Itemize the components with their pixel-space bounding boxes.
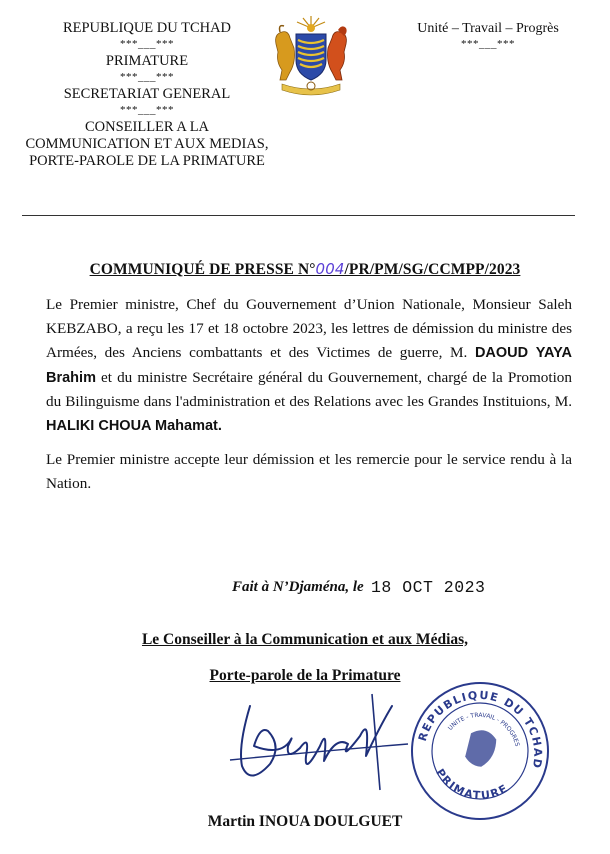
separator: ***___*** — [120, 104, 174, 116]
paragraph-text: Le Premier ministre, Chef du Gouvernement d’Union Nationale, Monsieur Saleh KEBZABO, a reçu les 17 et 18 octobre 2023, les lettres de démission du ministre des Armées, des Anciens combattants et des Victimes de guerre, M. — [46, 296, 572, 362]
person-name: HALIKI CHOUA Mahamat. — [46, 418, 222, 435]
role-line: COMMUNICATION ET AUX MEDIAS, — [25, 136, 269, 152]
paragraph — [46, 293, 572, 438]
paragraph-text: et du ministre Secrétaire général du Gouvernement, chargé de la Promotion du Bilinguisme dans l'administration et des Relations avec les Grandes Instituions, M. — [46, 368, 572, 410]
separator: ***___*** — [461, 38, 515, 50]
signatory-subtitle: Porte-parole de la Primature — [209, 667, 401, 684]
country-name: REPUBLIQUE DU TCHAD — [62, 20, 232, 36]
handwritten-signature-icon — [220, 686, 420, 796]
signatory-title: Le Conseiller à la Communication et aux Médias, — [141, 631, 469, 648]
communique-body — [46, 293, 572, 507]
handwritten-number: 004 — [315, 260, 345, 278]
role-line: CONSEILLER A LA — [84, 119, 210, 135]
date-stamp: 18 OCT 2023 — [371, 578, 486, 597]
header-left — [22, 20, 272, 170]
national-motto: Unité – Travail – Progrès — [417, 21, 559, 36]
person-name: DAOUD YAYA Brahim — [46, 345, 572, 386]
role-line: PORTE-PAROLE DE LA PRIMATURE — [29, 153, 265, 169]
svg-text:REPUBLIQUE DU TCHAD: REPUBLIQUE DU TCHAD — [415, 688, 545, 771]
header-right — [398, 20, 578, 51]
official-stamp-icon — [405, 676, 555, 826]
department-name: SECRETARIAT GENERAL — [63, 86, 231, 102]
separator: ***___*** — [120, 38, 174, 50]
office-name: PRIMATURE — [105, 53, 189, 69]
place-label: Fait à N’Djaména, le — [232, 579, 364, 595]
title-prefix: COMMUNIQUÉ DE PRESSE N° — [89, 261, 316, 278]
coat-of-arms-icon — [268, 14, 354, 98]
document-title — [0, 260, 610, 279]
svg-text:UNITE - TRAVAIL - PROGRES: UNITE - TRAVAIL - PROGRES — [446, 711, 521, 748]
signatory-name: Martin INOUA DOULGUET — [207, 813, 403, 830]
svg-text:PRIMATURE: PRIMATURE — [433, 766, 511, 803]
title-suffix: /PR/PM/SG/CCMPP/2023 — [344, 261, 521, 278]
header-divider — [22, 215, 575, 216]
paragraph: Le Premier ministre accepte leur démission et les remercie pour le service rendu à la Nation. — [46, 451, 572, 493]
separator: ***___*** — [120, 71, 174, 83]
